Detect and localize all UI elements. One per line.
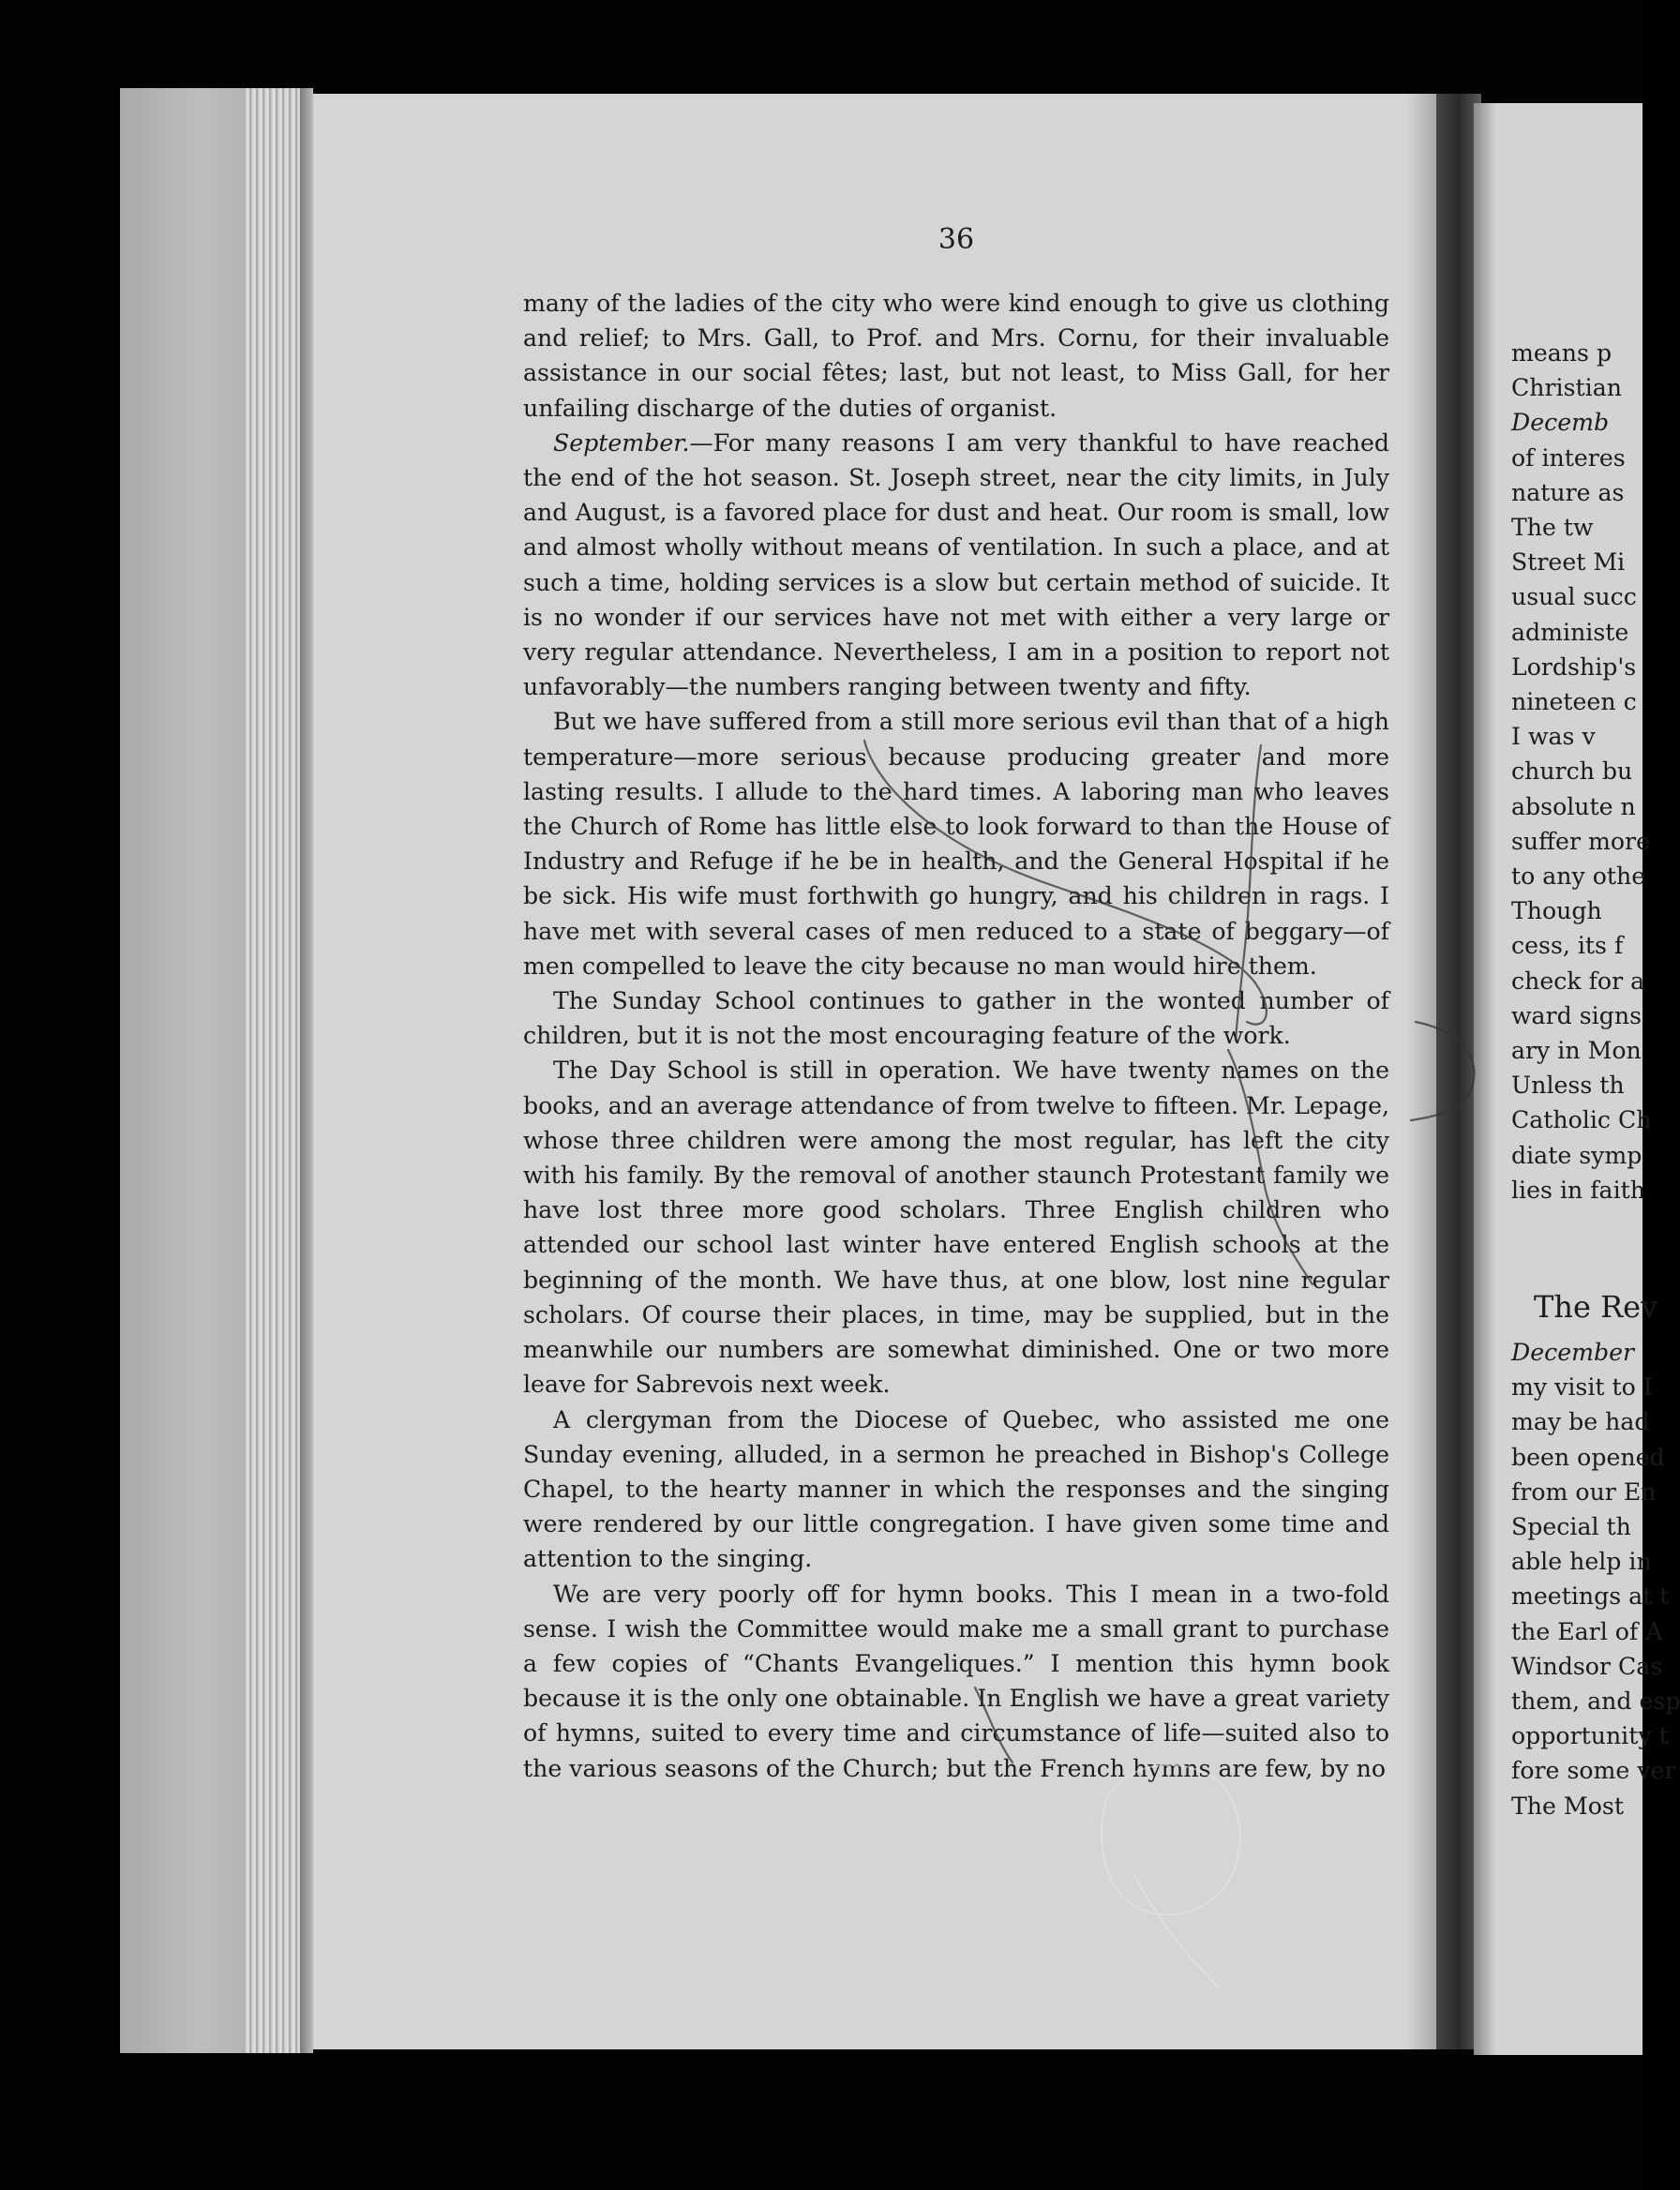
facing-page-line: from our En: [1511, 1478, 1657, 1506]
paragraph-text: A clergyman from the Diocese of Quebec, who assisted me one Sunday evening, alluded, in a sermon he preached in Bishop's College Chapel, to the hearty manner in which the responses and the singing were rendered by our little congregation. I have given some time and attention to the singing.: [523, 1405, 1389, 1573]
paragraph-text: The Day School is still in operation. We have twenty names on the books, and an average attendance of from twelve to fifteen. Mr. Lepage, whose three children were among the most regular, has left the city with his family. By the removal of another staunch Protestant family we have lost three more good scholars. Three English children who attended our school last winter have entered English schools at the beginning of the month. We have thus, at one blow, lost nine regular scholars. Of course their places, in time, may be supplied, but in the meanwhile our numbers are somewhat diminished. One or two more leave for Sabrevois next week.: [523, 1057, 1389, 1399]
facing-page-line: them, and esp: [1511, 1688, 1680, 1715]
facing-page-line: meetings at t: [1511, 1582, 1670, 1611]
facing-page-line: able help in: [1511, 1548, 1652, 1576]
facing-page-heading: The Rev: [1534, 1289, 1658, 1325]
facing-page-line: nature as: [1511, 478, 1625, 506]
facing-page-line: suffer more: [1511, 827, 1650, 855]
facing-page-line: of interes: [1511, 443, 1626, 472]
facing-page-line: nineteen c: [1511, 688, 1637, 715]
facing-page-line: Though: [1511, 897, 1602, 925]
facing-page-line: Decemb: [1511, 409, 1610, 437]
page-edge-stack: [246, 88, 313, 2053]
facing-page-line: absolute n: [1511, 792, 1636, 820]
paragraph: [523, 1402, 1389, 1577]
facing-page-line: opportunity t: [1511, 1722, 1669, 1750]
facing-page-line: Unless th: [1511, 1072, 1625, 1100]
facing-page-line: Catholic Ch: [1511, 1106, 1652, 1134]
paragraph-lead: September.: [553, 428, 690, 457]
facing-page-line: Street Mi: [1511, 548, 1626, 577]
book-cover-edge: [120, 88, 251, 2053]
paragraph: [523, 1577, 1389, 1786]
facing-page-line: may be had: [1511, 1408, 1650, 1436]
paragraph-text: The Sunday School continues to gather in the wonted number of children, but it is not the most encouraging feature of the work.: [523, 987, 1389, 1050]
facing-page-line: fore some ver: [1511, 1757, 1676, 1785]
facing-page-shade: [1474, 103, 1496, 2055]
facing-page-line: ary in Mon: [1511, 1037, 1642, 1064]
facing-page-line: means p: [1511, 339, 1612, 367]
facing-page-line: ward signs: [1511, 1001, 1642, 1029]
paragraph-text: We are very poorly off for hymn books. This I mean in a two-fold sense. I wish the Committee would make me a small grant to purchase a few copies of “Chants Evangeliques.” I mention this hymn book because it is the only one obtainable. In English we have a great variety of hymns, suited to every time and circumstance of life—suited also to the various seasons of the Church; but the French hymns are few, by no: [523, 1580, 1389, 1782]
paragraph: [523, 1053, 1389, 1402]
paragraph-text: many of the ladies of the city who were kind enough to give us clothing and relief; to Mrs. Gall, to Prof. and Mrs. Cornu, for their invaluable assistance in our social fêtes; last, but not least, to Miss Gall, for her unfailing discharge of the duties of organist.: [523, 290, 1389, 422]
facing-page-line: check for a: [1511, 967, 1645, 995]
facing-page-line: usual succ: [1511, 583, 1637, 611]
facing-page-line: diate symp: [1511, 1141, 1642, 1169]
facing-page-line: the Earl of A: [1511, 1617, 1663, 1645]
facing-page-line: I was v: [1511, 723, 1596, 751]
paragraph: [523, 983, 1389, 1053]
facing-page-line: lies in faith: [1511, 1176, 1645, 1204]
page-body: [523, 286, 1389, 1786]
facing-page-line: administe: [1511, 618, 1629, 646]
paragraph: [523, 426, 1389, 705]
paragraph-text: But we have suffered from a still more serious evil than that of a high temperature—more serious because producing greater and more lasting results. I allude to the hard times. A laboring man who leaves the Church of Rome has little else to look forward to than the House of Industry and Refuge if he be in health, and the General Hospital if he be sick. His wife must forthwith go hungry, and his children in rags. I have met with several cases of men reduced to a state of beggary—of men compelled to leave the city because no man would hire them.: [523, 708, 1389, 980]
facing-page-line: Special th: [1511, 1513, 1631, 1540]
facing-page-line: Windsor Cas: [1511, 1652, 1663, 1680]
facing-page-line: Christian: [1511, 374, 1622, 402]
facing-page-line: The Most: [1511, 1792, 1624, 1820]
paragraph-text: —For many reasons I am very thankful to have reached the end of the hot season. St. Joseph street, near the city limits, in July and August, is a favored place for dust and heat. Our room is small, low and almost wholly without means of ventilation. In such a place, and at such a time, holding services is a slow but certain method of suicide. It is no wonder if our services have not met with either a very large or very regular attendance. Nevertheless, I am in a position to report not unfavorably—the numbers ranging between twenty and fifty.: [523, 428, 1389, 701]
paragraph: [523, 704, 1389, 983]
facing-page-line: The tw: [1511, 514, 1594, 541]
facing-page-line: Lordship's: [1511, 652, 1637, 681]
facing-page-line: to any othe: [1511, 862, 1646, 890]
facing-page-line: December: [1511, 1339, 1635, 1366]
page-edge-shadow: [300, 88, 313, 2053]
page-number: 36: [938, 223, 975, 256]
facing-page-line: cess, its f: [1511, 932, 1624, 960]
facing-page-line: been opened: [1511, 1443, 1665, 1471]
paragraph: [523, 286, 1389, 426]
facing-page-line: church bu: [1511, 758, 1633, 786]
facing-page-line: my visit to I: [1511, 1373, 1653, 1402]
